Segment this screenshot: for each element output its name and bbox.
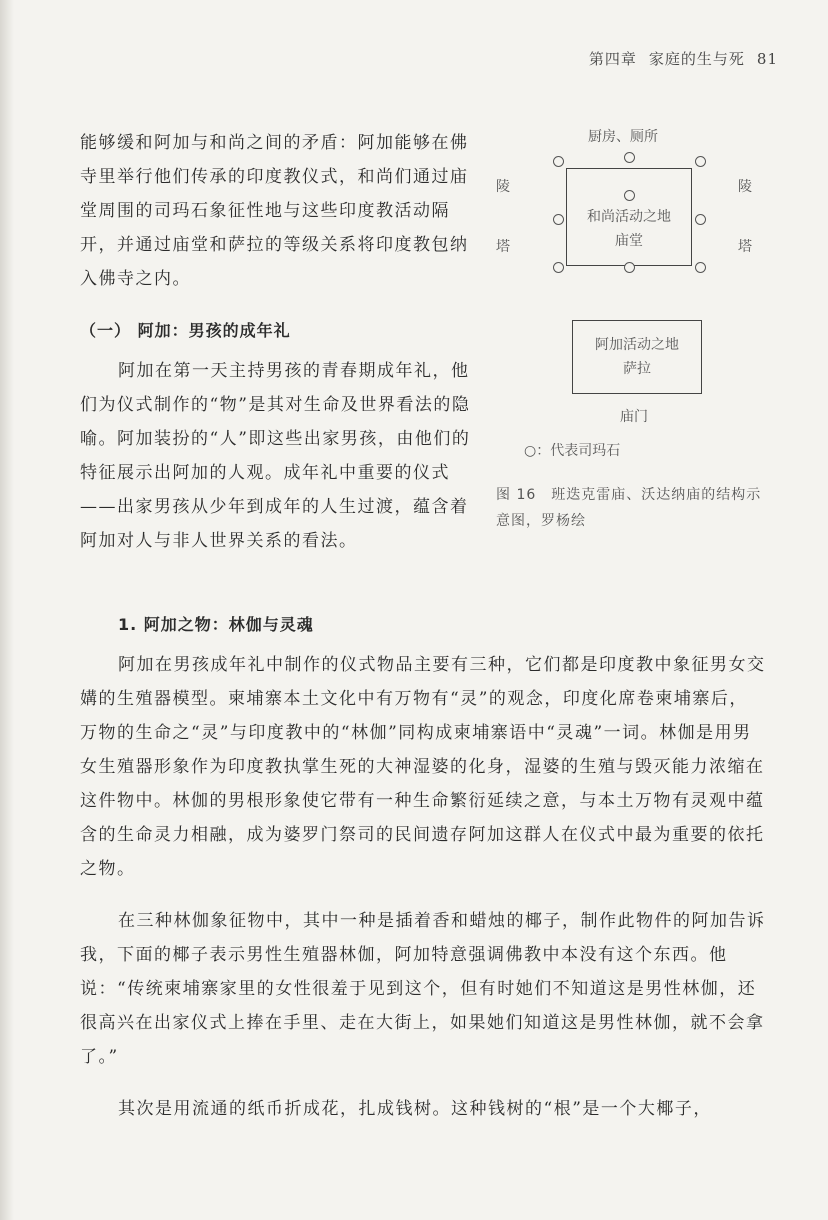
page-number: 81 — [756, 50, 778, 68]
body-paragraph: 其次是用流通的纸币折成花，扎成钱树。这种钱树的“根”是一个大椰子， — [118, 1099, 712, 1119]
subsection-heading: 1. 阿加之物：林伽与灵魂 — [118, 615, 314, 634]
left-column-intro — [80, 126, 480, 296]
body-paragraph: 在三种林伽象征物中，其中一种是插着香和蜡烛的椰子，制作此物件的阿加告诉我，下面的椰子表示男性生殖器林伽，阿加特意强调佛教中本没有这个东西。他说：“传统柬埔寨家里的女性很羞于见到这个，但有时她们不知道这是男性林伽，还很高兴在出家仪式上捧在手里、走在大街上，如果她们知道这是男性林伽，就不会拿了。” — [80, 911, 766, 1067]
sima-stone-icon — [553, 156, 564, 167]
temple-gate-label: 庙门 — [620, 409, 648, 425]
body-paragraph-3-block — [80, 1092, 766, 1126]
sala-label: 萨拉 — [623, 361, 651, 377]
sima-stone-icon — [553, 262, 564, 273]
intro-paragraph: 能够缓和阿加与和尚之间的矛盾：阿加能够在佛寺里举行他们传承的印度教仪式，和尚们通过庙堂周围的司玛石象征性地与这些印度教活动隔开，并通过庙堂和萨拉的等级关系将印度教包纳入佛寺之内。 — [80, 133, 469, 289]
body-paragraph-2-block — [80, 904, 766, 1074]
temple-hall-box — [566, 168, 692, 266]
body-paragraph-1-block — [80, 648, 766, 886]
chapter-title: 家庭的生与死 — [648, 50, 745, 68]
sala-box — [572, 320, 702, 394]
sima-stone-icon — [695, 156, 706, 167]
body-paragraph: 阿加在男孩成年礼中制作的仪式物品主要有三种，它们都是印度教中象征男女交媾的生殖器模型。柬埔寨本土文化中有万物有“灵”的观念，印度化席卷柬埔寨后，万物的生命之“灵”与印度教中的“林伽”同构成柬埔寨语中“灵魂”一词。林伽是用男女生殖器形象作为印度教执掌生死的大神湿婆的化身，湿婆的生殖与毁灭能力浓缩在这件物中。林伽的男根形象使它带有一种生命繁衍延续之意，与本土万物有灵观中蕴含的生命灵力相融，成为婆罗门祭司的民间遗存阿加这群人在仪式中最为重要的依托之物。 — [80, 655, 766, 879]
sima-legend: ○：代表司玛石 — [524, 443, 621, 459]
sima-stone-icon — [695, 214, 706, 225]
right-stupa-label-1: 陵 — [738, 179, 752, 195]
sima-stone-icon — [624, 190, 635, 201]
section-paragraph: 阿加在第一天主持男孩的青春期成年礼，他们为仪式制作的“物”是其对生命及世界看法的隐喻。阿加装扮的“人”即这些出家男孩，由他们的特征展示出阿加的人观。成年礼中重要的仪式——出家男孩从少年到成年的人生过渡，蕴含着阿加对人与非人世界关系的看法。 — [80, 361, 471, 551]
kitchen-toilet-label: 厨房、厕所 — [588, 129, 658, 145]
left-column-section — [80, 354, 480, 558]
chapter-number: 第四章 — [588, 50, 637, 68]
sima-stone-icon — [695, 262, 706, 273]
page-edge-shadow — [0, 0, 14, 1220]
temple-hall-label: 庙堂 — [615, 233, 643, 249]
sima-stone-icon — [624, 262, 635, 273]
sima-stone-icon — [624, 152, 635, 163]
running-header — [577, 48, 778, 69]
left-stupa-label-1: 陵 — [496, 179, 510, 195]
temple-structure-figure — [490, 120, 780, 540]
sima-stone-icon — [553, 214, 564, 225]
sala-activity-label: 阿加活动之地 — [595, 337, 679, 353]
figure-caption: 图 16 班迭克雷庙、沃达纳庙的结构示意图，罗杨绘 — [496, 487, 762, 529]
left-stupa-label-2: 塔 — [496, 239, 510, 255]
right-stupa-label-2: 塔 — [738, 239, 752, 255]
section-heading: （一） 阿加：男孩的成年礼 — [80, 321, 291, 340]
temple-activity-label: 和尚活动之地 — [587, 209, 671, 225]
